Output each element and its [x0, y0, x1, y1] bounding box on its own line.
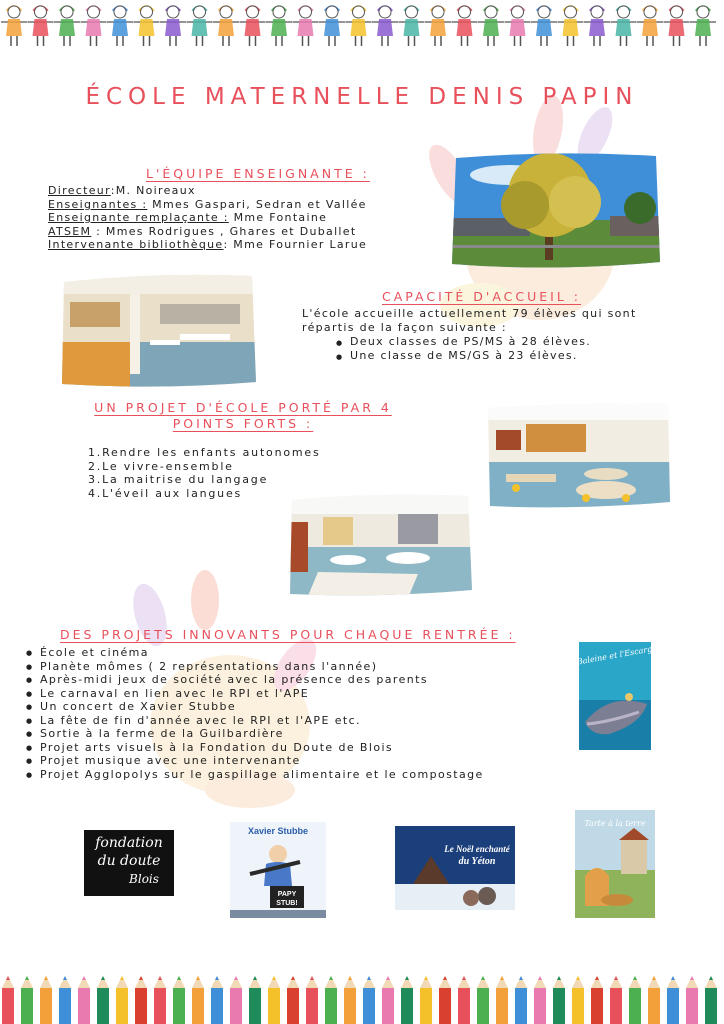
- list-item: ● La fête de fin d'année avec le RPI et l'APE etc.: [26, 714, 484, 728]
- svg-text:STUB!: STUB!: [276, 900, 298, 907]
- pencil: [192, 976, 204, 1024]
- xavier-stubbe-poster: [230, 822, 326, 918]
- pencil: [591, 976, 603, 1024]
- kid-figure: [266, 6, 292, 46]
- tarte-title: Tarte à la terre: [584, 819, 646, 828]
- pencil: [705, 976, 717, 1024]
- team-row: Enseignante remplaçante : Mme Fontaine: [48, 211, 328, 224]
- list-item: ● Planète mômes ( 2 représentations dans l'année): [26, 660, 484, 674]
- pencil: [268, 976, 280, 1024]
- kid-figure: [346, 6, 372, 46]
- team-row: Enseignantes : Mmes Gaspari, Sedran et Vallée: [48, 197, 367, 211]
- kid-figure: [452, 6, 478, 46]
- capacity-list: [302, 335, 662, 363]
- page-title: ÉCOLE MATERNELLE DENIS PAPIN: [85, 84, 639, 110]
- pencils-border: [0, 972, 724, 1024]
- list-item: 2.Le vivre-ensemble: [88, 459, 234, 473]
- team-row: ATSEM : Mmes Rodrigues , Ghares et Duballet: [48, 224, 357, 238]
- classroom-photo-1: [60, 272, 256, 388]
- list-item: 4.L'éveil aux langues: [88, 486, 243, 500]
- pencil: [439, 976, 451, 1024]
- capacity-heading: CAPACITÉ D'ACCUEIL :: [382, 289, 582, 304]
- stubbe-name: Xavier Stubbe: [247, 826, 309, 836]
- pencil: [363, 976, 375, 1024]
- pencil: [553, 976, 565, 1024]
- pencil: [458, 976, 470, 1024]
- list-item: ● Un concert de Xavier Stubbe: [26, 700, 484, 714]
- baleine-title: La Baleine et l'Escargote: [563, 642, 666, 669]
- kid-figure: [187, 6, 213, 46]
- list-item: ● Une classe de MS/GS à 23 élèves.: [350, 349, 662, 363]
- list-item: 1.Rendre les enfants autonomes: [88, 446, 321, 459]
- pencil: [515, 976, 527, 1024]
- pencil: [211, 976, 223, 1024]
- pencil: [306, 976, 318, 1024]
- pencil: [287, 976, 299, 1024]
- pencil: [534, 976, 546, 1024]
- kid-figure: [664, 6, 690, 46]
- kid-figure: [134, 6, 160, 46]
- classroom-photo-2: [486, 402, 670, 510]
- school-exterior-photo: [450, 150, 660, 270]
- pencil: [59, 976, 71, 1024]
- team-row: Directeur:M. Noireaux: [48, 184, 196, 197]
- pencil: [344, 976, 356, 1024]
- kid-figure: [1, 6, 27, 46]
- baleine-book-cover: [563, 642, 666, 750]
- kid-figure: [425, 6, 451, 46]
- kid-figure: [54, 6, 80, 46]
- kid-figure: [293, 6, 319, 46]
- pencil: [686, 976, 698, 1024]
- pencil: [382, 976, 394, 1024]
- pencil: [40, 976, 52, 1024]
- list-item: ● Sortie à la ferme de la Guilbardière: [26, 727, 484, 741]
- list-item: ● Le carnaval en lien avec le RPI et l'APE: [26, 687, 484, 701]
- kid-figure: [28, 6, 54, 46]
- team-heading: L'ÉQUIPE ENSEIGNANTE :: [146, 166, 370, 181]
- kid-figure: [690, 6, 716, 46]
- capacity-intro: L'école accueille actuellement 79 élèves qui sont répartis de la façon suivante :: [302, 307, 637, 334]
- pencil: [173, 976, 185, 1024]
- list-item: ● École et cinéma: [26, 646, 484, 660]
- innovative-list: [26, 646, 484, 781]
- pencil: [116, 976, 128, 1024]
- pencil: [230, 976, 242, 1024]
- pencil: [420, 976, 432, 1024]
- svg-text:PAPY: PAPY: [277, 891, 297, 898]
- kid-figure: [611, 6, 637, 46]
- classroom-photo-3: [288, 492, 472, 598]
- noel-title-1: Le Noël enchanté: [444, 844, 510, 854]
- pencil: [78, 976, 90, 1024]
- pencil: [135, 976, 147, 1024]
- kid-figure: [584, 6, 610, 46]
- kid-figure: [319, 6, 345, 46]
- capacity-block: [302, 307, 662, 363]
- kid-figure: [399, 6, 425, 46]
- pencil: [97, 976, 109, 1024]
- pencil: [477, 976, 489, 1024]
- kid-figure: [637, 6, 663, 46]
- team-row: Intervenante bibliothèque: Mme Fournier Larue: [48, 238, 368, 251]
- tarte-book-cover: [575, 810, 655, 918]
- list-item: ● Projet musique avec une intervenante: [26, 754, 484, 768]
- pencil: [249, 976, 261, 1024]
- list-item: 3.La maitrise du langage: [88, 473, 269, 486]
- project-heading: UN PROJET D'ÉCOLE PORTÉ PAR 4 POINTS FORTS :: [94, 400, 392, 431]
- kid-figure: [81, 6, 107, 46]
- pencil: [2, 976, 14, 1024]
- innovative-heading: DES PROJETS INNOVANTS POUR CHAQUE RENTRÉE :: [60, 627, 516, 642]
- list-item: ● Projet arts visuels à la Fondation du Doute de Blois: [26, 741, 484, 755]
- pencil: [610, 976, 622, 1024]
- list-item: ● Projet Agglopolys sur le gaspillage alimentaire et le compostage: [26, 768, 484, 782]
- kid-figure: [107, 6, 133, 46]
- pencil: [667, 976, 679, 1024]
- noel-yeton-poster: [395, 826, 515, 910]
- pencil: [572, 976, 584, 1024]
- team-list: [48, 184, 367, 252]
- pencil: [401, 976, 413, 1024]
- list-item: ● Après-midi jeux de société avec la présence des parents: [26, 673, 484, 687]
- pencil: [648, 976, 660, 1024]
- kid-figure: [372, 6, 398, 46]
- kid-figure: [160, 6, 186, 46]
- pencil: [629, 976, 641, 1024]
- kids-border: [0, 0, 724, 52]
- pencil: [21, 976, 33, 1024]
- fondation-du-doute-logo: fondation du doute Blois: [84, 830, 174, 896]
- kid-figure: [240, 6, 266, 46]
- kid-figure: [558, 6, 584, 46]
- pencil: [154, 976, 166, 1024]
- project-list: [88, 446, 321, 500]
- noel-title-2: du Yéton: [458, 856, 496, 867]
- kid-figure: [505, 6, 531, 46]
- kid-figure: [478, 6, 504, 46]
- kid-figure: [213, 6, 239, 46]
- kid-figure: [531, 6, 557, 46]
- pencil: [496, 976, 508, 1024]
- list-item: ● Deux classes de PS/MS à 28 élèves.: [350, 335, 662, 349]
- pencil: [325, 976, 337, 1024]
